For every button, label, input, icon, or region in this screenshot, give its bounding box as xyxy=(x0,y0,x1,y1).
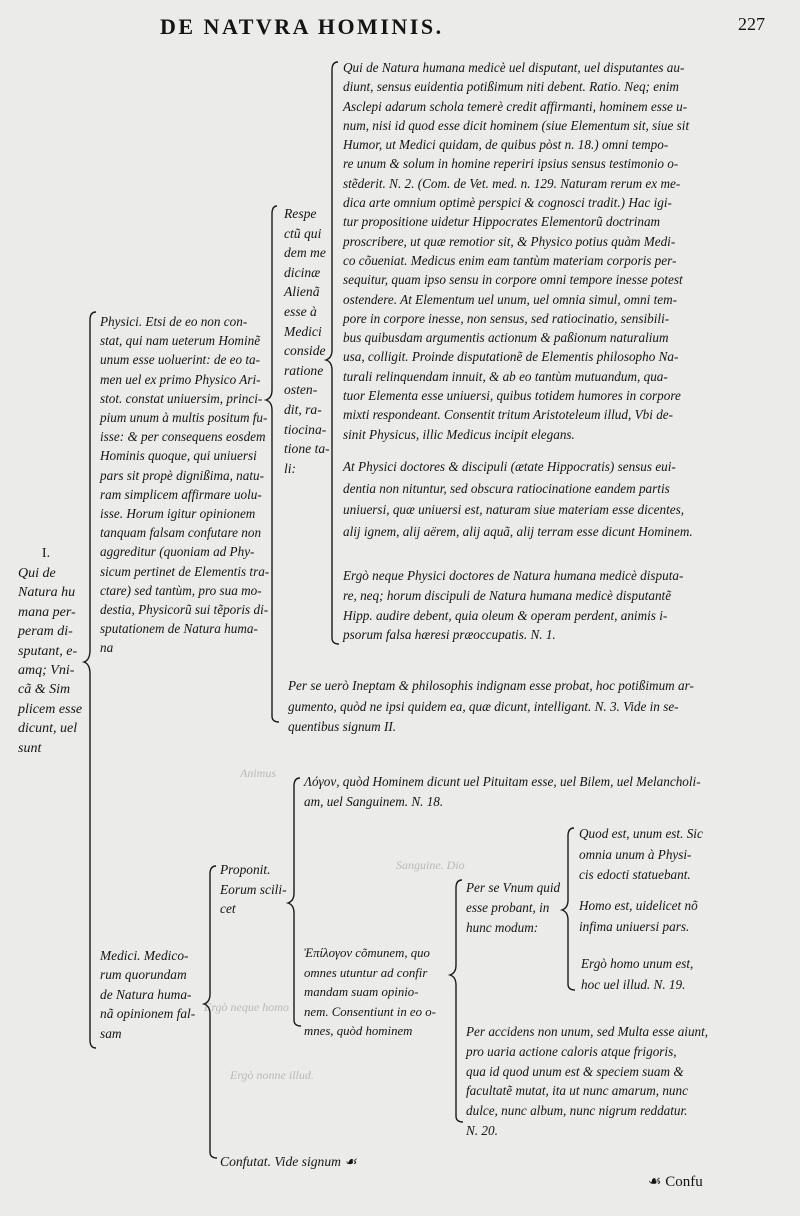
brace-perse-vnum xyxy=(562,828,575,990)
respectu-block: Respe ctũ qui dem me dicinæ Alienã esse à Medici conside ratione osten- dit, ra- tiocina- tione ta- li: xyxy=(284,206,330,476)
page-number: 227 xyxy=(738,14,765,34)
paragraph-per-se-vero: Per se uerò Ineptam & philosophis indignam esse probat, hoc potißimum ar- gumento, quòd ne ipsi quidem ea, quæ dicunt, intelligant. N. 3. Vide in se- quentibus signum II. xyxy=(288,678,694,734)
brace-medici xyxy=(204,866,217,1158)
paragraph-ergo-neque: Ergò neque Physici doctores de Natura humana medicè disputa- re, neq; horum discipuli de Natura humana medicè disputantẽ Hipp. audire debent, quia oleum & operam perdent, animis i- psorum falsa hæresi præoccupatis. N. 1. xyxy=(343,568,684,643)
brace-epilogon xyxy=(450,880,463,1122)
brace-main xyxy=(84,312,96,1048)
left-column-text: Qui de Natura hu mana per- peram di- sputant, e- amq; Vni- cã & Sim plicem esse dicunt, uel sunt xyxy=(18,566,83,756)
confutat-line: Confutat. Vide signum ☙ xyxy=(220,1154,357,1169)
physici-block: Physici. Etsi de eo non con- stat, qui nam ueterum Hominẽ unum esse uoluerint: de eo ta- men uel ex primo Physico Ari- stot. constat uniuersim, princi- pium unum à multis positum fu- isse: & per consequens eosdem Hominis quoque, qui uniuersi pars sit propè dignißima, natu- ram simplicem affirmare uolu- isse. Horum igitur opinionem tanquam falsam confutare non aggreditur (quoniam ad Phy- sicum pertinet de Elementis tra- ctare) sed tantùm, pro sua mo- destia, Physicorũ sui tẽporis di- sputationem de Natura huma- na xyxy=(100,314,270,656)
showthrough-text-4: Ergò nonne illud. xyxy=(230,1068,314,1082)
showthrough-text-2: Ergò neque homo xyxy=(204,1000,289,1014)
showthrough-text-3: Animus xyxy=(240,766,276,780)
ergo-homo-block: Ergò homo unum est, hoc uel illud. N. 19. xyxy=(581,956,694,992)
homo-est-block: Homo est, uidelicet nõ infima uniuersi pars. xyxy=(579,898,698,934)
running-head: DE NATVRA HOMINIS. xyxy=(160,14,444,39)
medici-block: Medici. Medico- rum quorundam de Natura huma- nã opinionem fal- sam xyxy=(100,948,196,1041)
per-accidens-block: Per accidens non unum, sed Multa esse aiunt, pro uaria actione caloris atque frigoris, qua id quod unum est & speciem suam & facultatẽ mutat, ita ut nunc amarum, nunc dulce, nunc album, nunc nigrum reddatur. N. 20. xyxy=(466,1024,709,1138)
paragraph-at-physici: At Physici doctores & discipuli (ætate Hippocratis) sensus eui- dentia non nituntur, sed obscura ratiocinatione eandem partis uniuersi, quæ uniuersi est, naturam siue materiam esse dicentes, alij ignem, alij aërem, alij aquã, alij terram esse dicunt Hominem. xyxy=(343,459,693,539)
epilogon-block: Ἐπίλογον cõmunem, quo omnes utuntur ad confir mandam suam opinio- nem. Consentiunt in eo o- mnes, quòd hominem xyxy=(304,946,436,1039)
per-se-vnum-block: Per se Vnum quid esse probant, in hunc modum: xyxy=(466,880,561,935)
quod-est-block: Quod est, unum est. Sic omnia unum à Physi- cis edocti statuebant. xyxy=(579,826,703,882)
section-number: I. xyxy=(41,546,51,561)
logon-block: Λόγον, quòd Hominem dicunt uel Pituitam esse, uel Bilem, uel Melancholi- am, uel Sanguinem. N. 18. xyxy=(304,774,701,809)
proponit-block: Proponit. Eorum scili- cet xyxy=(220,862,287,916)
brace-proponit xyxy=(288,778,301,1026)
paragraph-qui-de-natura: Qui de Natura humana medicè uel disputant, uel disputantes au- diunt, sensus euidentia potißimum niti debent. Ratio. Neq; enim Asclepi adarum schola temerè credit affirmanti, hominem esse u- num, nisi id quod esse dicit hominem (siue Elementum sit, siue sit Humor, ut Medici quidam, de quibus pòst n. 18.) omni tempo- re unum & solum in homine reperiri ipsius sensus testimonio o- stẽderit. N. 2. (Com. de Vet. med. n. 129. Naturam rerum ex me- dica arte omnium optimè perspici & cognosci tradit.) Hac igi- tur propositione uidetur Hippocrates Elementorũ doctrinam proscribere, ut quæ remotior sit, & Physico potius quàm Medi- co cõueniat. Medicus enim eam tantùm materiam corporis per- sequitur, quam ipso sensu in corpore omni tempore inesse potest ostendere. At Elementum uel unum, uel omnia simul, omni tem- pore in corpore inesse, non sensus, sed ratiocinatio, sensibili- bus quibusdam argumentis actionum & paßionum naturalium usa, colligit. Proinde disputationẽ de Elementis philosopho Na- turali relinquendam innuit, & ab eo tantùm mutuandum, qua- tuor Elementa esse uniuersi, quibus totidem humores in corpore mixti respondeant. Consentit tritum Aristoteleum illud, Vbi de- sinit Physicus, illic Medicus incipit elegans. xyxy=(343,60,690,442)
catchword: ☙ Confu xyxy=(648,1174,703,1190)
showthrough-text-1: Sanguine. Dio xyxy=(396,858,465,872)
